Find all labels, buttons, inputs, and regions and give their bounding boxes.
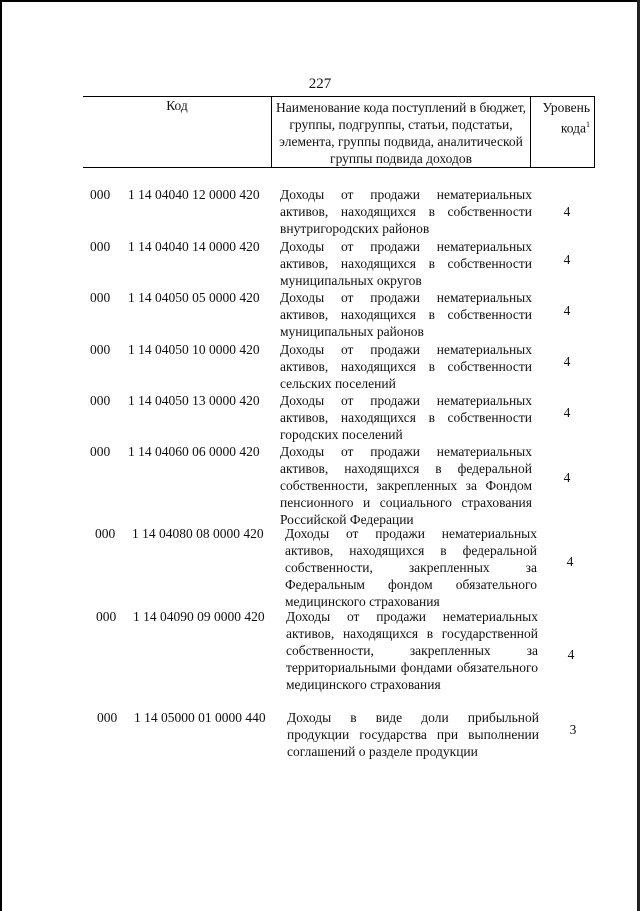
row-code: 1 14 04050 05 0000 420 (128, 290, 260, 305)
header-level (531, 97, 595, 168)
page-number: 227 (308, 76, 332, 92)
table-header (83, 96, 595, 168)
row-name: Доходы от продажи нематериальных активов, находящихся в собственности муниципальных районов (280, 290, 532, 339)
row-name: Доходы в виде доли прибыльной продукции государства при выполнении соглашений о разделе продукции (287, 710, 539, 759)
row-prefix: 000 (96, 609, 117, 624)
row-level: 4 (563, 405, 571, 420)
row-name: Доходы от продажи нематериальных активов, находящихся в собственности внутригородских районов (280, 187, 532, 236)
header-name (272, 97, 531, 168)
row-code: 1 14 04080 08 0000 420 (132, 526, 264, 541)
row-code: 1 14 04060 06 0000 420 (128, 444, 260, 459)
row-level: 3 (569, 722, 577, 737)
row-name: Доходы от продажи нематериальных активов, находящихся в собственности городских поселений (280, 393, 532, 442)
row-prefix: 000 (90, 393, 111, 408)
row-name: Доходы от продажи нематериальных активов, находящихся в собственности сельских поселений (280, 342, 532, 391)
header-code-label: Код (166, 98, 188, 113)
row-code: 1 14 04050 13 0000 420 (128, 393, 260, 408)
row-prefix: 000 (90, 444, 111, 459)
row-prefix: 000 (90, 187, 111, 202)
row-level: 4 (563, 204, 571, 219)
row-prefix: 000 (90, 290, 111, 305)
row-name: Доходы от продажи нематериальных активов, находящихся в государственной собственности, закрепленных за территориальными фондами обязательного медицинского страхования (286, 609, 538, 692)
row-level: 4 (567, 647, 575, 662)
row-prefix: 000 (90, 342, 111, 357)
row-name: Доходы от продажи нематериальных активов, находящихся в федеральной собственности, закрепленных за Фондом пенсионного и социального страхования Российской Федерации (280, 444, 532, 527)
row-prefix: 000 (97, 710, 118, 725)
row-code: 1 14 04050 10 0000 420 (128, 342, 260, 357)
row-level: 4 (563, 303, 571, 318)
scan-border-left (0, 0, 2, 911)
row-code: 1 14 04090 09 0000 420 (133, 609, 265, 624)
header-level-label: Уровень кода (542, 100, 590, 136)
row-level: 4 (563, 354, 571, 369)
scan-border-top (0, 0, 640, 2)
header-level-footnote: 1 (586, 120, 590, 129)
row-code: 1 14 04040 12 0000 420 (128, 187, 260, 202)
row-level: 4 (563, 470, 571, 485)
header-name-label: Наименование кода поступлений в бюджет, группы, подгруппы, статьи, подстатьи, элемента, группы подвида, аналитической группы подвида доходов (276, 100, 527, 166)
row-code: 1 14 04040 14 0000 420 (128, 239, 260, 254)
row-name: Доходы от продажи нематериальных активов, находящихся в федеральной собственности, закрепленных за Федеральным фондом обязательного медицинского страхования (285, 526, 537, 609)
row-level: 4 (563, 252, 571, 267)
row-prefix: 000 (90, 239, 111, 254)
header-code (83, 97, 272, 168)
row-prefix: 000 (95, 526, 116, 541)
row-name: Доходы от продажи нематериальных активов, находящихся в собственности муниципальных округов (280, 239, 532, 288)
row-code: 1 14 05000 01 0000 440 (134, 710, 266, 725)
row-level: 4 (566, 554, 574, 569)
